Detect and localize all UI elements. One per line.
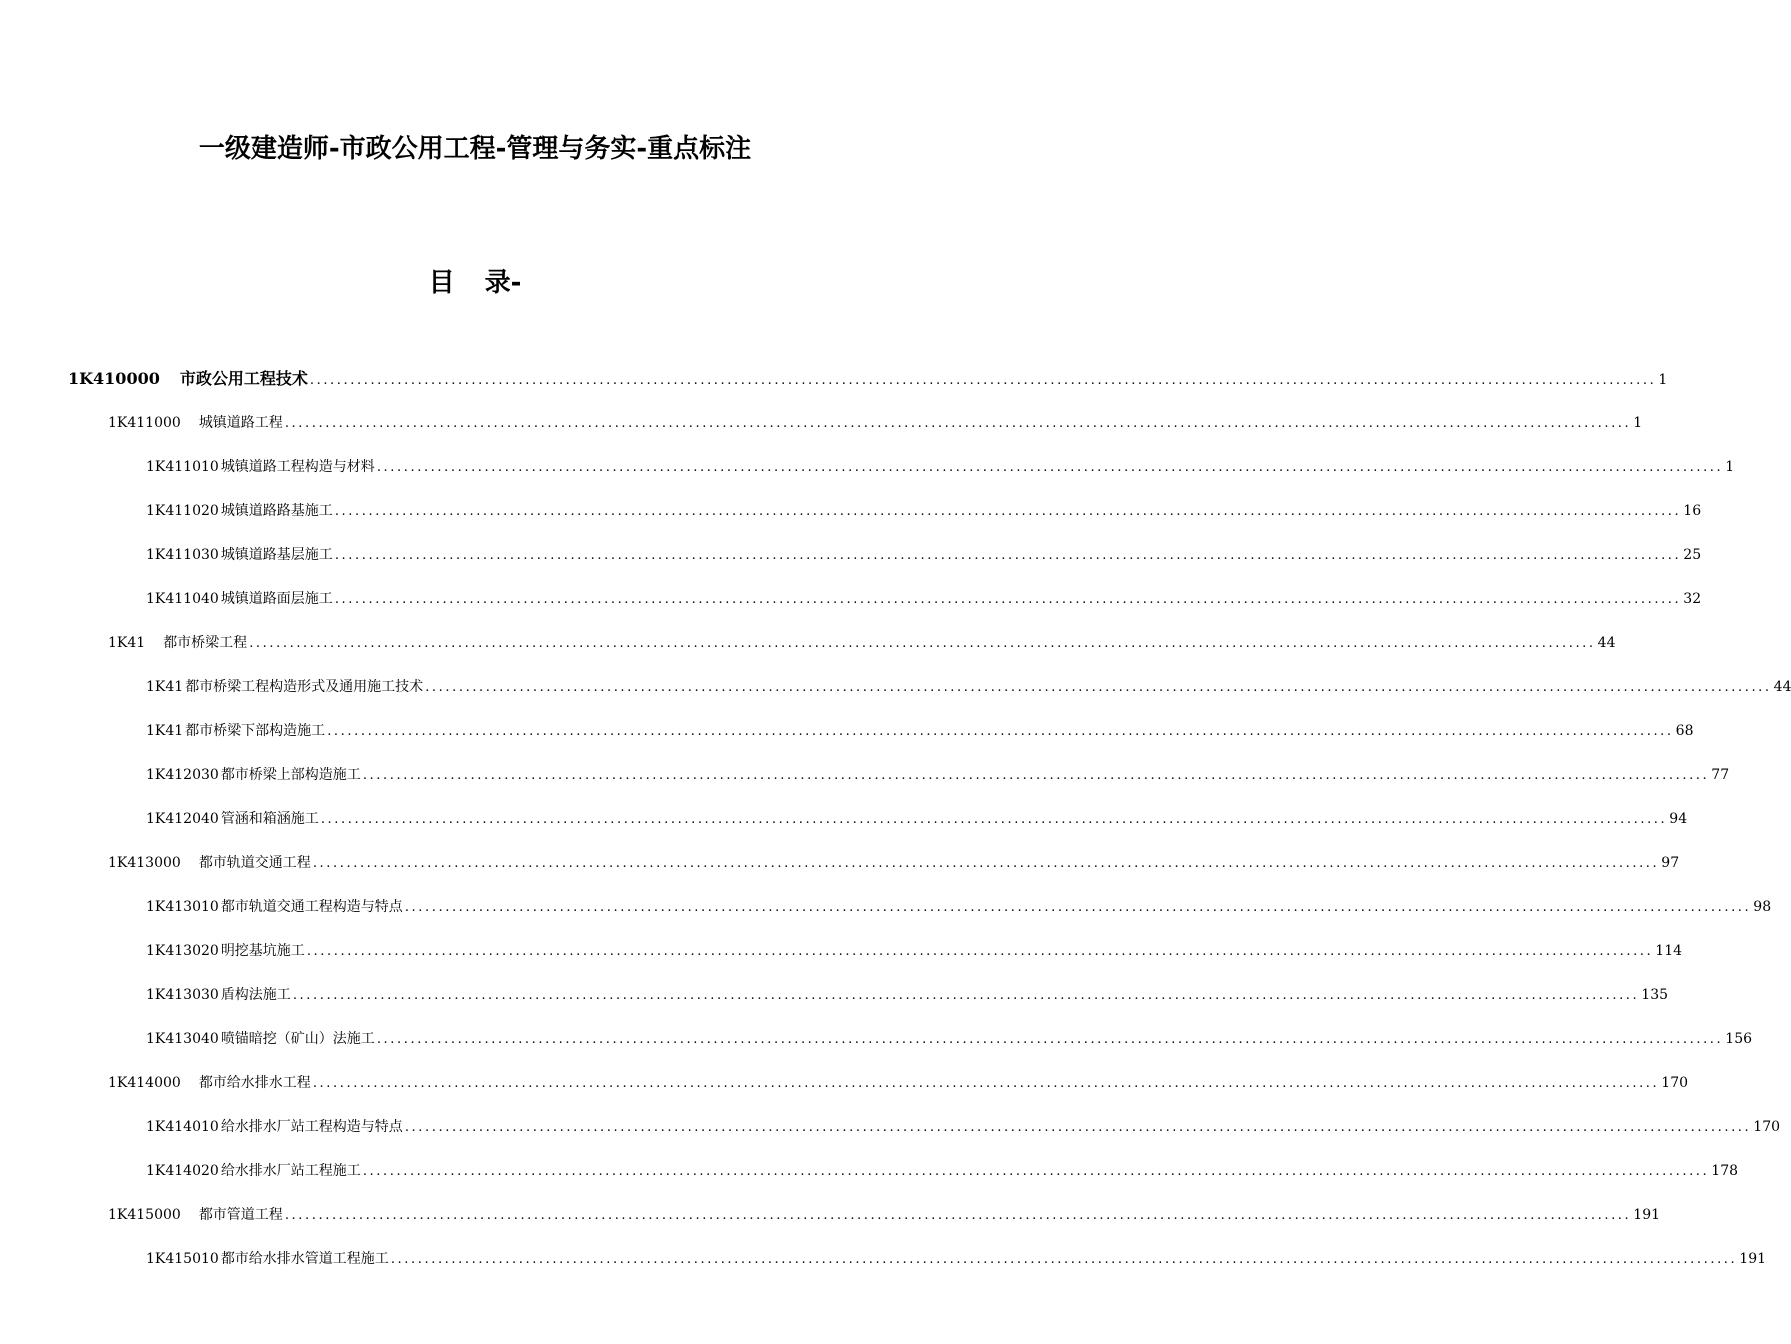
document-title: 一级建造师-市政公用工程-管理与务实-重点标注 — [198, 134, 752, 164]
toc-entry-page: 170 — [1753, 1119, 1781, 1135]
toc-entry-label: 都市桥梁下部构造施工 — [185, 723, 326, 739]
toc-leader-dots: ........................................................................................................................................................................................................ — [334, 548, 1682, 563]
toc-leader-dots: ........................................................................................................................................................................................................ — [376, 460, 1724, 475]
toc-entry-label: 盾构法施工 — [220, 987, 291, 1003]
toc-leader-dots: ........................................................................................................................................................................................................ — [390, 1252, 1738, 1267]
toc-entry[interactable] — [108, 1072, 1689, 1094]
toc-leader-dots: ........................................................................................................................................................................................................ — [292, 988, 1640, 1003]
toc-entry-label: 城镇道路路基施工 — [220, 503, 333, 519]
toc-leader-dots: ........................................................................................................................................................................................................ — [404, 900, 1752, 915]
toc-entry-label: 明挖基坑施工 — [220, 943, 305, 959]
toc-entry[interactable] — [146, 1116, 1781, 1138]
toc-entry-label: 都市轨道交通工程 — [198, 855, 311, 871]
toc-heading — [0, 262, 950, 299]
toc-entry[interactable] — [146, 896, 1772, 918]
toc-entry-page: 44 — [1597, 635, 1616, 651]
toc-entry-code: 1K415010 — [146, 1251, 219, 1267]
toc-entry[interactable] — [146, 764, 1730, 786]
toc-entry-code: 1K413000 — [108, 855, 181, 871]
toc-entry-code: 1K412030 — [146, 767, 219, 783]
toc-entry-page: 191 — [1633, 1207, 1661, 1223]
toc-entry-page: 170 — [1661, 1075, 1689, 1091]
toc-entry-code: 1K413030 — [146, 987, 219, 1003]
toc-entry[interactable] — [108, 852, 1680, 874]
toc-entry[interactable] — [146, 1160, 1739, 1182]
toc-entry-page: 135 — [1641, 987, 1669, 1003]
toc-entry-code: 1K410000 — [68, 369, 160, 388]
toc-leader-dots: ........................................................................................................................................................................................................ — [312, 856, 1660, 871]
toc-entry-page: 1 — [1633, 415, 1643, 431]
toc-entry-code: 1K413020 — [146, 943, 219, 959]
toc-entry[interactable] — [146, 720, 1694, 742]
toc-entry-label: 城镇道路工程构造与材料 — [220, 459, 375, 475]
toc-entry[interactable] — [146, 456, 1735, 478]
toc-entry-label: 市政公用工程技术 — [179, 369, 308, 388]
toc-leader-dots: ........................................................................................................................................................................................................ — [404, 1120, 1752, 1135]
toc-entry-label: 城镇道路面层施工 — [220, 591, 333, 607]
toc-entry-code: 1K413010 — [146, 899, 219, 915]
toc-leader-dots: ........................................................................................................................................................................................................ — [284, 1208, 1632, 1223]
toc-entry-label: 城镇道路基层施工 — [220, 547, 333, 563]
toc-entry-page: 94 — [1669, 811, 1688, 827]
toc-entry[interactable] — [146, 544, 1702, 566]
toc-entry-code: 1K411040 — [146, 591, 219, 607]
toc-leader-dots: ........................................................................................................................................................................................................ — [334, 504, 1682, 519]
toc-entry-page: 44 — [1773, 679, 1791, 695]
toc-entry-label: 给水排水厂站工程构造与特点 — [220, 1119, 403, 1135]
toc-entry[interactable] — [108, 1204, 1661, 1226]
toc-entry-code: 1K415000 — [108, 1207, 181, 1223]
toc-entry-label: 管涵和箱涵施工 — [220, 811, 319, 827]
toc-entry-code: 1K411010 — [146, 459, 219, 475]
toc-leader-dots: ........................................................................................................................................................................................................ — [334, 592, 1682, 607]
toc-entry-page: 25 — [1683, 547, 1702, 563]
toc-entry[interactable] — [146, 1248, 1767, 1270]
toc-entry-code: 1K411020 — [146, 503, 219, 519]
toc-entry[interactable] — [146, 940, 1683, 962]
toc-entry[interactable] — [68, 366, 1668, 388]
toc-entry-page: 1 — [1658, 372, 1668, 388]
toc-entry-code: 1K411030 — [146, 547, 219, 563]
toc-entry-code: 1K414020 — [146, 1163, 219, 1179]
toc-entry-code: 1K41 — [146, 679, 184, 695]
toc-entry[interactable] — [146, 676, 1791, 698]
toc-entry-page: 16 — [1683, 503, 1702, 519]
toc-leader-dots: ........................................................................................................................................................................................................ — [362, 768, 1710, 783]
toc-entry-code: 1K41 — [146, 723, 184, 739]
toc-entry-label: 给水排水厂站工程施工 — [220, 1163, 361, 1179]
toc-entry-code: 1K411000 — [108, 415, 181, 431]
toc-leader-dots: ........................................................................................................................................................................................................ — [320, 812, 1668, 827]
toc-entry-label: 都市桥梁工程 — [163, 635, 248, 651]
toc-entry-page: 32 — [1683, 591, 1702, 607]
toc-leader-dots: ........................................................................................................................................................................................................ — [425, 680, 1772, 695]
toc-leader-dots: ........................................................................................................................................................................................................ — [309, 373, 1657, 388]
toc-entry-page: 68 — [1675, 723, 1694, 739]
toc-leader-dots: ........................................................................................................................................................................................................ — [306, 944, 1654, 959]
toc-entry-page: 77 — [1711, 767, 1730, 783]
toc-entry[interactable] — [108, 412, 1643, 434]
toc-entry-page: 178 — [1711, 1163, 1739, 1179]
toc-entry-code: 1K41 — [108, 635, 146, 651]
toc-entry-code: 1K414010 — [146, 1119, 219, 1135]
toc-heading-part-b: 录- — [484, 268, 522, 298]
toc-entry[interactable] — [146, 588, 1702, 610]
toc-entry[interactable] — [146, 984, 1669, 1006]
toc-entry-code: 1K413040 — [146, 1031, 219, 1047]
toc-entry-page: 98 — [1753, 899, 1772, 915]
toc-entry-page: 114 — [1655, 943, 1683, 959]
toc-entry-page: 191 — [1739, 1251, 1767, 1267]
toc-entry[interactable] — [146, 1028, 1753, 1050]
toc-entry-label: 都市桥梁工程构造形式及通用施工技术 — [185, 679, 424, 695]
toc-entry-label: 都市管道工程 — [198, 1207, 283, 1223]
toc-entry-label: 都市给水排水管道工程施工 — [220, 1251, 389, 1267]
toc-entry-label: 喷锚暗挖（矿山）法施工 — [220, 1031, 375, 1047]
toc-entry[interactable] — [108, 632, 1616, 654]
toc-entry[interactable] — [146, 500, 1702, 522]
toc-entry-code: 1K412040 — [146, 811, 219, 827]
toc-leader-dots: ........................................................................................................................................................................................................ — [376, 1032, 1724, 1047]
toc-entry-label: 都市给水排水工程 — [198, 1075, 311, 1091]
toc-leader-dots: ........................................................................................................................................................................................................ — [362, 1164, 1710, 1179]
toc-leader-dots: ........................................................................................................................................................................................................ — [284, 416, 1632, 431]
toc-entry-code: 1K414000 — [108, 1075, 181, 1091]
toc-entry-page: 97 — [1661, 855, 1680, 871]
toc-entry-page: 156 — [1725, 1031, 1753, 1047]
toc-leader-dots: ........................................................................................................................................................................................................ — [327, 724, 1674, 739]
toc-entry-label: 都市桥梁上部构造施工 — [220, 767, 361, 783]
toc-entry[interactable] — [146, 808, 1688, 830]
toc-leader-dots: ........................................................................................................................................................................................................ — [249, 636, 1596, 651]
toc-heading-part-a: 目 — [428, 268, 455, 298]
toc-entry-label: 都市轨道交通工程构造与特点 — [220, 899, 403, 915]
toc-entry-page: 1 — [1725, 459, 1735, 475]
toc-leader-dots: ........................................................................................................................................................................................................ — [312, 1076, 1660, 1091]
toc-entry-label: 城镇道路工程 — [198, 415, 283, 431]
